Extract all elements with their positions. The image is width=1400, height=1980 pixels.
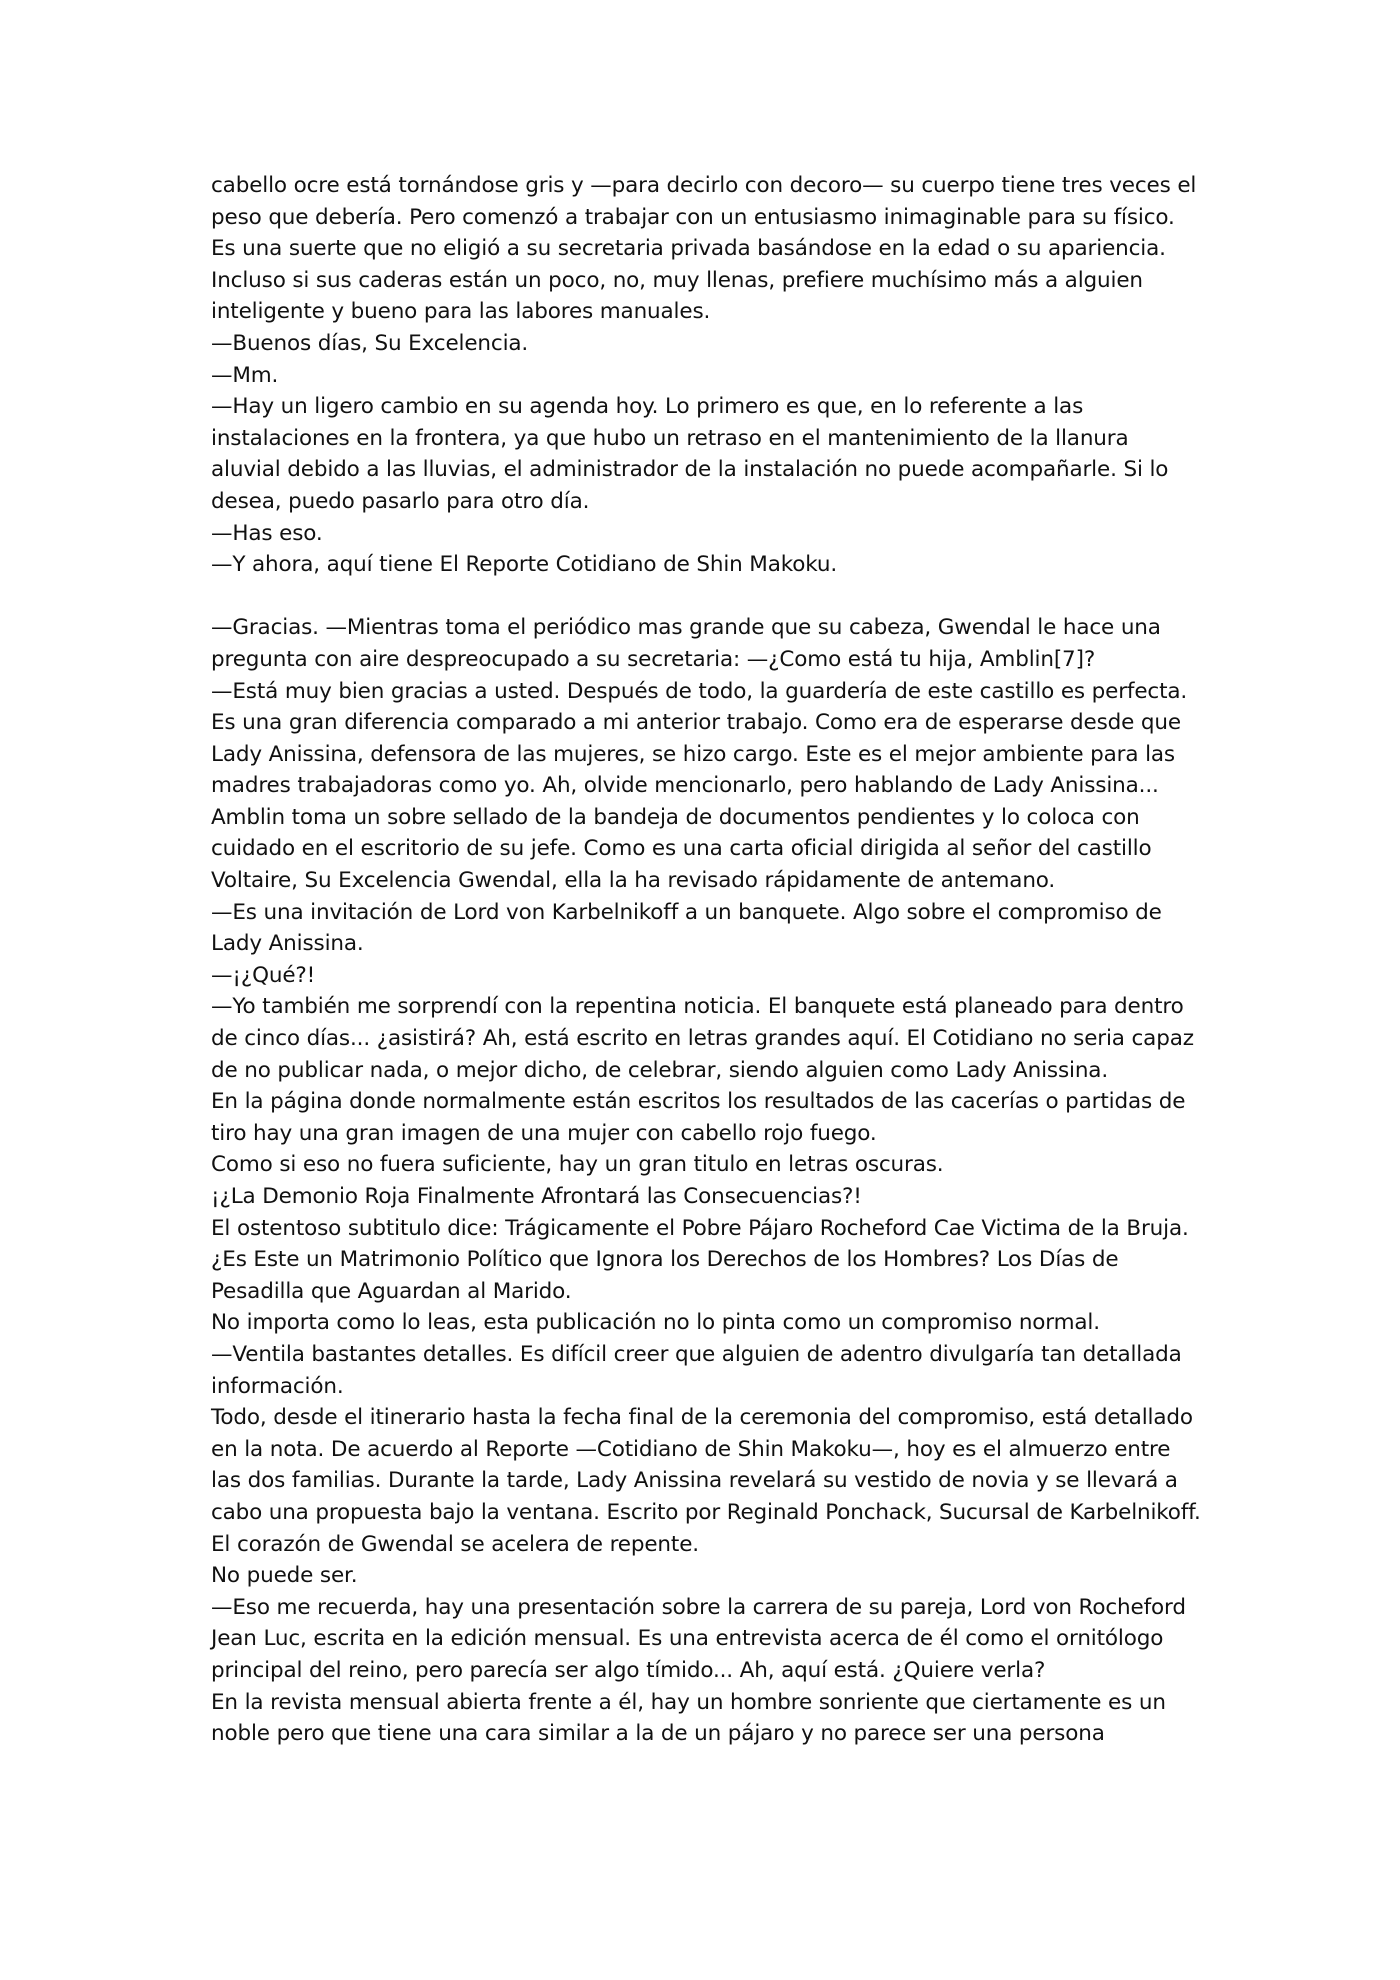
text-line: aluvial debido a las lluvias, el administrador de la instalación no puede acompañarle. Si lo xyxy=(211,457,1169,483)
text-line: Todo, desde el itinerario hasta la fecha final de la ceremonia del compromiso, está detallado xyxy=(211,1405,1193,1431)
text-line: cabo una propuesta bajo la ventana. Escrito por Reginald Ponchack, Sucursal de Karbelnikoff. xyxy=(211,1499,1201,1525)
text-line: cabello ocre está tornándose gris y —para decirlo con decoro— su cuerpo tiene tres veces el xyxy=(211,173,1197,198)
text-line: en la nota. De acuerdo al Reporte —Cotidiano de Shin Makoku—, hoy es el almuerzo entre xyxy=(211,1436,1171,1462)
text-line: —Yo también me sorprendí con la repentina noticia. El banquete está planeado para dentro xyxy=(211,994,1184,1020)
text-line: desea, puedo pasarlo para otro día. xyxy=(211,488,590,514)
text-line: noble pero que tiene una cara similar a la de un pájaro y no parece ser una persona xyxy=(211,1721,1105,1747)
text-line: Como si eso no fuera suficiente, hay un gran titulo en letras oscuras. xyxy=(211,1152,944,1178)
text-line: En la página donde normalmente están escritos los resultados de las cacerías o partidas de xyxy=(211,1089,1186,1115)
text-line: —¡¿Qué?! xyxy=(211,962,316,988)
text-line: cuidado en el escritorio de su jefe. Como es una carta oficial dirigida al señor del castillo xyxy=(211,836,1152,862)
text-line: inteligente y bueno para las labores manuales. xyxy=(211,299,711,325)
text-line: pregunta con aire despreocupado a su secretaria: —¿Como está tu hija, Amblin[7]? xyxy=(211,646,1096,672)
text-line: de no publicar nada, o mejor dicho, de celebrar, siendo alguien como Lady Anissina. xyxy=(211,1057,1109,1083)
blank-line xyxy=(211,581,1201,613)
text-line: —Es una invitación de Lord von Karbelnikoff a un banquete. Algo sobre el compromiso de xyxy=(211,899,1162,925)
text-line: madres trabajadoras como yo. Ah, olvide mencionarlo, pero hablando de Lady Anissina... xyxy=(211,773,1159,799)
text-line: Lady Anissina, defensora de las mujeres, se hizo cargo. Este es el mejor ambiente para las xyxy=(211,741,1175,767)
text-line: —Buenos días, Su Excelencia. xyxy=(211,330,529,356)
text-line: información. xyxy=(211,1373,344,1399)
text-line: ¡¿La Demonio Roja Finalmente Afrontará las Consecuencias?! xyxy=(211,1184,862,1209)
text-line: —Eso me recuerda, hay una presentación sobre la carrera de su pareja, Lord von Rocheford xyxy=(211,1594,1186,1620)
text-line: —Has eso. xyxy=(211,520,323,546)
text-line: El ostentoso subtitulo dice: Trágicamente el Pobre Pájaro Rocheford Cae Victima de la Bruja. xyxy=(211,1215,1189,1241)
text-line: Lady Anissina. xyxy=(211,931,364,957)
text-line: Jean Luc, escrita en la edición mensual. Es una entrevista acerca de él como el ornitólogo xyxy=(211,1626,1164,1652)
text-line: Es una gran diferencia comparado a mi anterior trabajo. Como era de esperarse desde que xyxy=(211,710,1181,736)
text-line: No puede ser. xyxy=(211,1563,358,1589)
text-line: peso que debería. Pero comenzó a trabajar con un entusiasmo inimaginable para su físico. xyxy=(211,204,1175,230)
text-line: —Y ahora, aquí tiene El Reporte Cotidiano de Shin Makoku. xyxy=(211,552,838,578)
text-line: principal del reino, pero parecía ser algo tímido... Ah, aquí está. ¿Quiere verla? xyxy=(211,1657,1046,1683)
text-line: —Hay un ligero cambio en su agenda hoy. Lo primero es que, en lo referente a las xyxy=(211,394,1084,420)
text-line: —Está muy bien gracias a usted. Después de todo, la guardería de este castillo es perfecta. xyxy=(211,678,1188,704)
text-line: En la revista mensual abierta frente a él, hay un hombre sonriente que ciertamente es un xyxy=(211,1689,1166,1715)
text-line: No importa como lo leas, esta publicación no lo pinta como un compromiso normal. xyxy=(211,1310,1100,1336)
text-line: Pesadilla que Aguardan al Marido. xyxy=(211,1278,572,1304)
text-line: —Mm. xyxy=(211,362,279,388)
text-line: de cinco días... ¿asistirá? Ah, está escrito en letras grandes aquí. El Cotidiano no seria capaz xyxy=(211,1026,1194,1052)
text-line: tiro hay una gran imagen de una mujer con cabello rojo fuego. xyxy=(211,1120,877,1146)
text-line: ¿Es Este un Matrimonio Político que Ignora los Derechos de los Hombres? Los Días de xyxy=(211,1247,1119,1273)
body-text xyxy=(211,170,1201,1750)
text-line: las dos familias. Durante la tarde, Lady Anissina revelará su vestido de novia y se llevará a xyxy=(211,1468,1178,1494)
text-line: —Gracias. —Mientras toma el periódico mas grande que su cabeza, Gwendal le hace una xyxy=(211,615,1161,641)
text-line: Incluso si sus caderas están un poco, no, muy llenas, prefiere muchísimo más a alguien xyxy=(211,267,1143,293)
text-line: instalaciones en la frontera, ya que hubo un retraso en el mantenimiento de la llanura xyxy=(211,425,1129,451)
text-line: —Ventila bastantes detalles. Es difícil creer que alguien de adentro divulgaría tan detallada xyxy=(211,1341,1182,1367)
text-line: Voltaire, Su Excelencia Gwendal, ella la ha revisado rápidamente de antemano. xyxy=(211,868,1056,894)
text-line: Amblin toma un sobre sellado de la bandeja de documentos pendientes y lo coloca con xyxy=(211,804,1140,830)
text-line: El corazón de Gwendal se acelera de repente. xyxy=(211,1531,699,1557)
text-line: Es una suerte que no eligió a su secretaria privada basándose en la edad o su apariencia. xyxy=(211,236,1166,262)
